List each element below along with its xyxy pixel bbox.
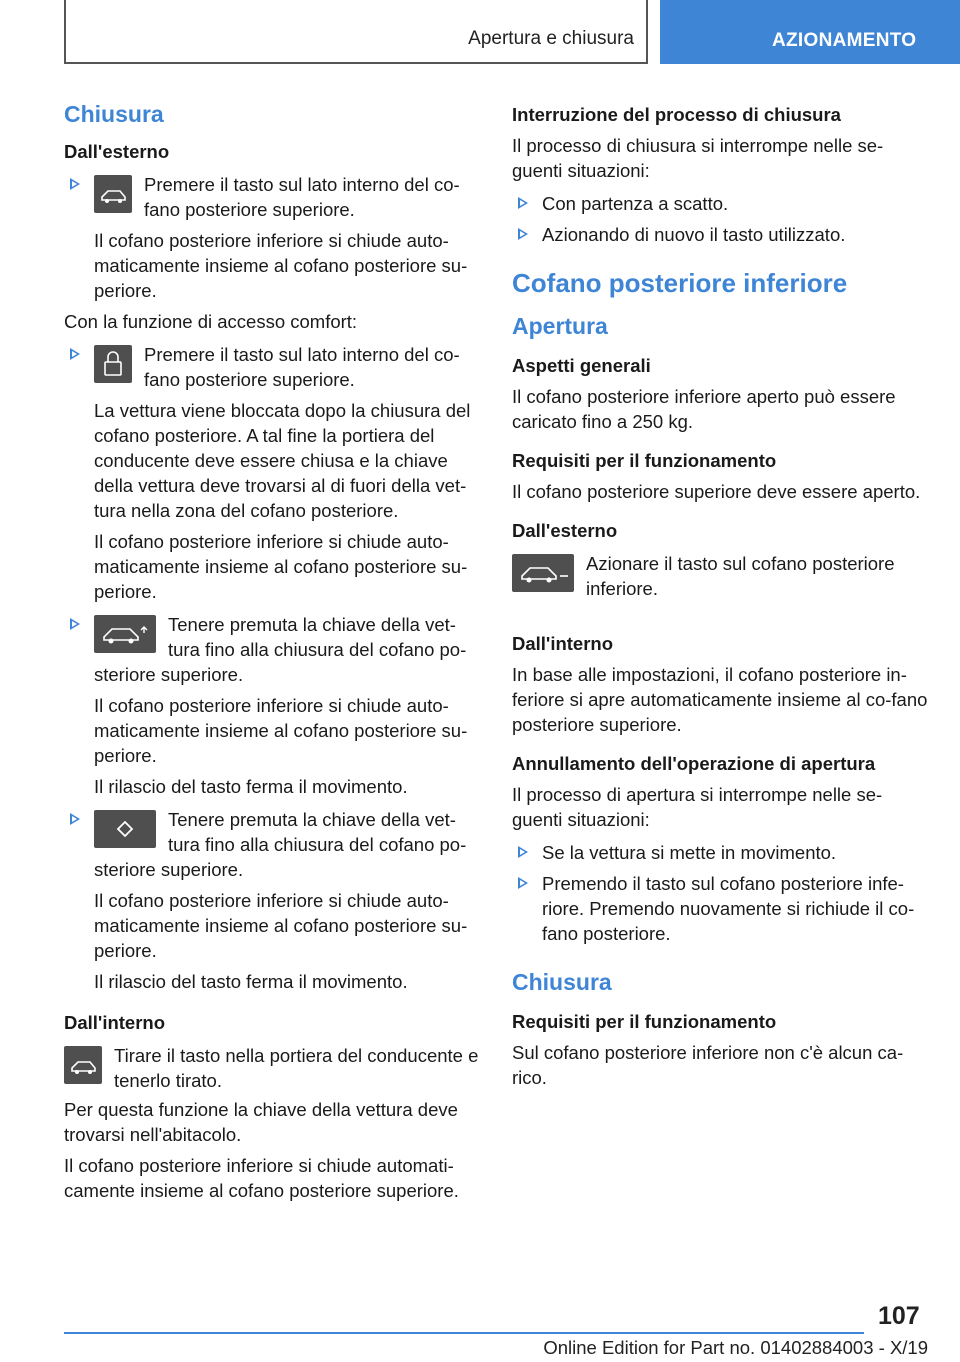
bullet-triangle-icon: [70, 618, 80, 630]
heading-dall-interno: Dall'interno: [64, 1012, 166, 1033]
heading-cofano-inferiore: Cofano posteriore inferiore: [512, 268, 848, 298]
page-number: 107: [878, 1302, 920, 1330]
list-item: [512, 191, 928, 216]
bullet-triangle-icon: [70, 178, 80, 190]
heading-dall-esterno: Dall'esterno: [64, 141, 170, 162]
heading-interruzione: Interruzione del processo di chiusura: [512, 104, 841, 125]
paragraph: Sul cofano posteriore inferiore non c'è alcun ca-rico.: [512, 1042, 904, 1088]
bullet-text: Premere il tasto sul lato interno del co-fano posteriore superiore.: [144, 174, 460, 220]
bullet-triangle-icon: [518, 228, 528, 240]
paragraph: Il rilascio del tasto ferma il movimento.: [94, 971, 408, 992]
bullet-text: Premendo il tasto sul cofano posteriore infe-riore. Premendo nuovamente si richiude il co-fano posteriore.: [542, 873, 915, 944]
paragraph: Il cofano posteriore inferiore si chiude auto-maticamente insieme al cofano posteriore su-periore.: [94, 890, 468, 961]
heading-annullamento: Annullamento dell'operazione di apertura: [512, 753, 876, 774]
heading-chiusura: Chiusura: [512, 969, 612, 995]
interno-block: [64, 1043, 480, 1093]
bullet-text: Tenere premuta la chiave della vet-tura fino alla chiusura del cofano po-steriore superiore.: [94, 809, 467, 880]
paragraph: Il processo di chiusura si interrompe nelle se-guenti situazioni:: [512, 135, 884, 181]
header-chapter-tab: AZIONAMENTO: [660, 0, 960, 64]
interno-text: Tirare il tasto nella portiera del conducente e tenerlo tirato.: [114, 1045, 479, 1091]
paragraph: Il cofano posteriore inferiore si chiude automati-camente insieme al cofano posteriore superiore.: [64, 1155, 459, 1201]
heading-apertura: Apertura: [512, 313, 608, 339]
list-item: [64, 172, 480, 303]
paragraph: Il cofano posteriore inferiore aperto può essere caricato fino a 250 kg.: [512, 386, 896, 432]
paragraph: Il cofano posteriore inferiore si chiude auto-maticamente insieme al cofano posteriore su-periore.: [94, 695, 468, 766]
paragraph: Il processo di apertura si interrompe nelle se-guenti situazioni:: [512, 784, 883, 830]
key-tailgate-button-icon: [94, 615, 156, 653]
esterno-text: Azionare il tasto sul cofano posteriore inferiore.: [586, 553, 895, 599]
paragraph: Per questa funzione la chiave della vettura deve trovarsi nell'abitacolo.: [64, 1099, 458, 1145]
paragraph: Il cofano posteriore superiore deve essere aperto.: [512, 481, 921, 502]
heading-aspetti-generali: Aspetti generali: [512, 355, 651, 376]
bullet-triangle-icon: [518, 877, 528, 889]
list-item: [64, 612, 480, 799]
esterno-block: [512, 551, 928, 601]
bullet-triangle-icon: [518, 197, 528, 209]
bullet-triangle-icon: [518, 846, 528, 858]
list-item: [512, 840, 928, 865]
bullet-triangle-icon: [70, 348, 80, 360]
paragraph: Il cofano posteriore inferiore si chiude auto-maticamente insieme al cofano posteriore su-periore.: [94, 230, 468, 301]
paragraph: Il cofano posteriore inferiore si chiude auto-maticamente insieme al cofano posteriore su-periore.: [94, 531, 468, 602]
list-item: [512, 222, 928, 247]
heading-dall-interno: Dall'interno: [512, 633, 614, 654]
bullet-text: Con partenza a scatto.: [542, 193, 729, 214]
door-tailgate-button-icon: [64, 1046, 102, 1084]
bullet-text: Se la vettura si mette in movimento.: [542, 842, 837, 863]
lower-tailgate-button-icon: [512, 554, 574, 592]
tailgate-close-button-icon: [94, 175, 132, 213]
heading-dall-esterno: Dall'esterno: [512, 520, 618, 541]
key-button-icon: [94, 810, 156, 848]
header-section-title: Apertura e chiusura: [468, 28, 634, 49]
footer-divider: [64, 1332, 864, 1334]
bullet-text: Azionando di nuovo il tasto utilizzato.: [542, 224, 846, 245]
list-item: [64, 807, 480, 994]
list-item: [64, 342, 480, 604]
paragraph: La vettura viene bloccata dopo la chiusura del cofano posteriore. A tal fine la portiera del conducente deve essere chiusa e la chiave della vettura deve trovarsi al di fuori della vet-tura nella zona del cofano posteriore.: [94, 400, 471, 521]
heading-requisiti: Requisiti per il funzionamento: [512, 450, 777, 471]
bullet-text: Tenere premuta la chiave della vet-tura fino alla chiusura del cofano po-steriore superiore.: [94, 614, 467, 685]
footer-edition: Online Edition for Part no. 01402884003 - X/19: [543, 1337, 928, 1358]
right-column: [512, 100, 928, 1090]
heading-requisiti: Requisiti per il funzionamento: [512, 1011, 777, 1032]
lock-icon: [94, 345, 132, 383]
heading-chiusura: Chiusura: [64, 101, 164, 127]
bullet-triangle-icon: [70, 813, 80, 825]
paragraph: Il rilascio del tasto ferma il movimento.: [94, 776, 408, 797]
left-column: [64, 100, 480, 1203]
paragraph: Con la funzione di accesso comfort:: [64, 311, 358, 332]
list-item: [512, 871, 928, 946]
paragraph: In base alle impostazioni, il cofano posteriore in-feriore si apre automaticamente insieme al co-fano posteriore superiore.: [512, 664, 928, 735]
header-section-box: [64, 0, 648, 64]
bullet-text: Premere il tasto sul lato interno del co-fano posteriore superiore.: [144, 344, 460, 390]
